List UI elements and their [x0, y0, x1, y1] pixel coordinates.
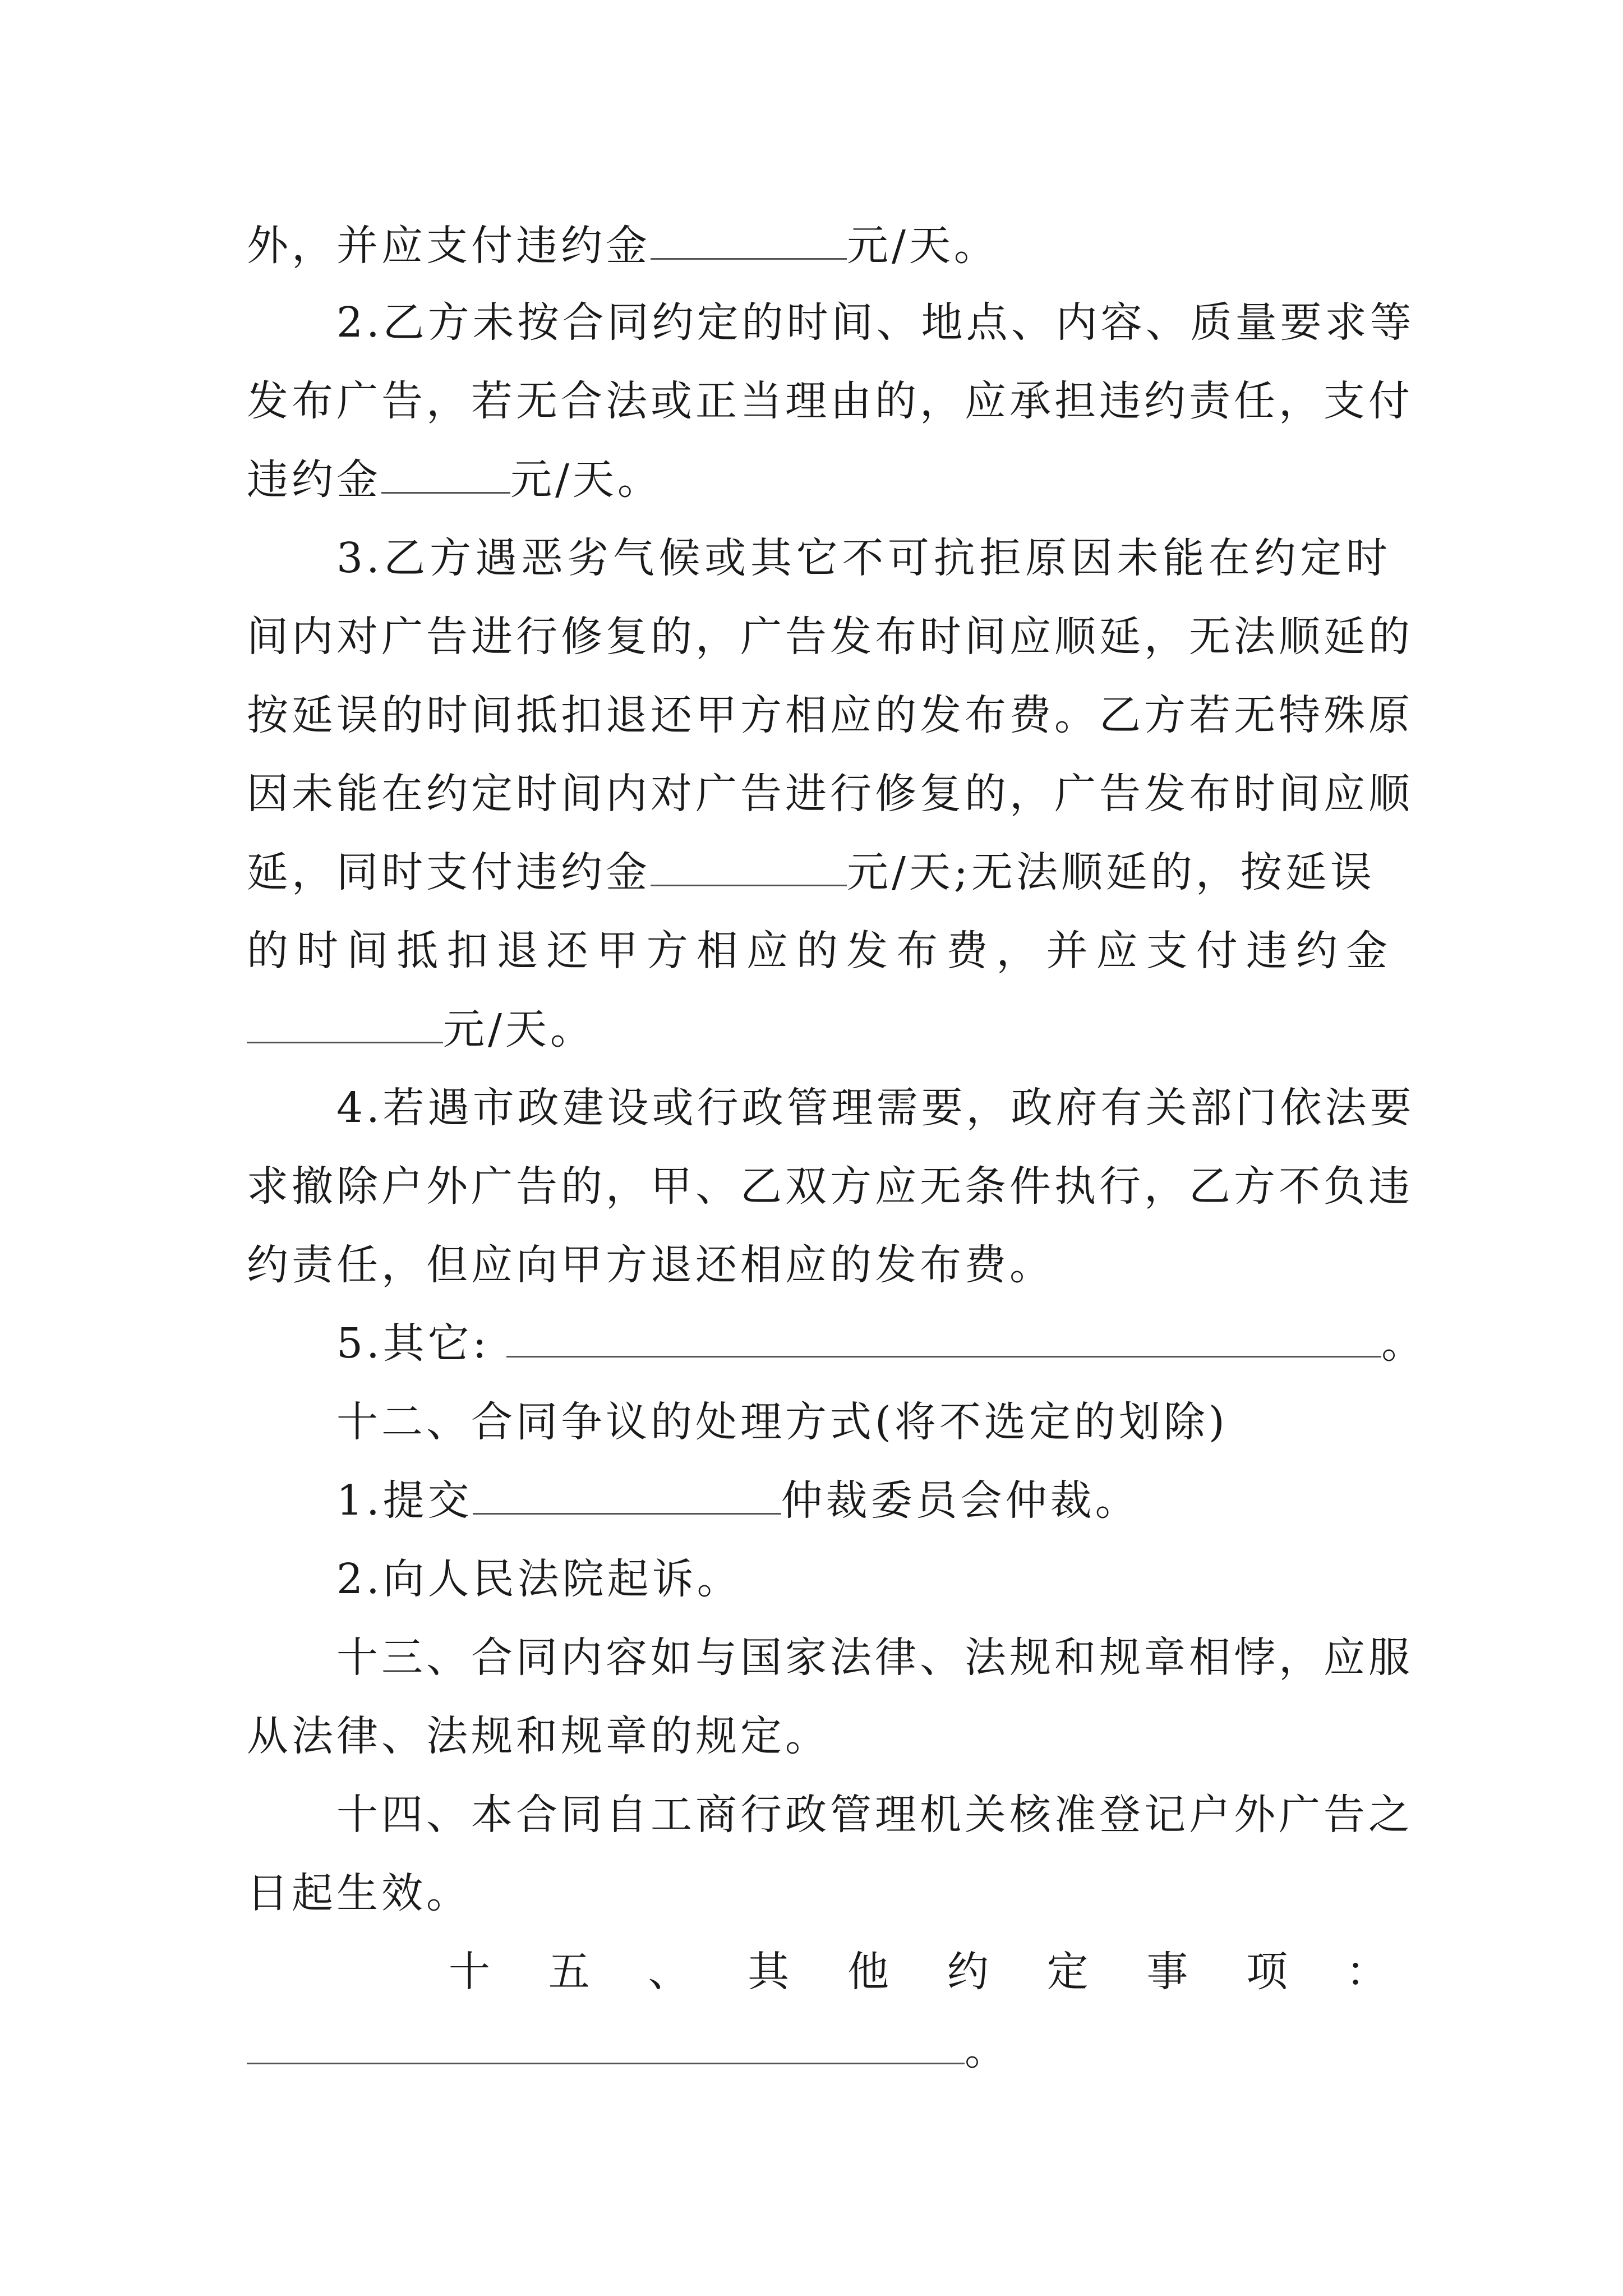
char: 定	[1046, 1948, 1092, 1996]
clause-line	[247, 990, 1391, 1069]
clause-line-spaced	[449, 1932, 1391, 2011]
clause-line	[247, 1697, 1391, 1775]
text: 元/天;无法顺延的，按延误	[847, 848, 1375, 896]
text: 延，同时支付违约金	[247, 848, 651, 896]
text: 求撤除户外广告的，甲、乙双方应无条件执行，乙方不负违	[247, 1162, 1413, 1211]
clause-line	[336, 519, 1391, 597]
fill-in-blank	[506, 1317, 1381, 1358]
char: ：	[1345, 1948, 1391, 1996]
text: 2.向人民法院起诉。	[336, 1555, 742, 1603]
clause-line	[247, 1147, 1413, 1226]
text: 。	[1381, 1319, 1427, 1368]
text: 约责任，但应向甲方退还相应的发布费。	[247, 1241, 1054, 1289]
text: 按延误的时间抵扣退还甲方相应的发布费。乙方若无特殊原	[247, 691, 1413, 739]
fill-in-blank	[247, 2023, 965, 2064]
text: 因未能在约定时间内对广告进行修复的，广告发布时间应顺	[247, 770, 1413, 818]
text: 3.乙方遇恶劣气候或其它不可抗拒原因未能在约定时	[336, 534, 1391, 582]
section-heading	[336, 1383, 1391, 1461]
clause-line	[247, 597, 1413, 676]
clause-line	[336, 1461, 1391, 1540]
clause-line	[247, 1854, 1391, 1932]
text: 。	[965, 2026, 1009, 2074]
clause-line	[336, 1618, 1413, 1697]
text: 十二、合同争议的处理方式(将不选定的划除)	[336, 1398, 1228, 1446]
clause-line	[336, 1775, 1413, 1854]
fill-in-blank	[247, 1002, 443, 1043]
clause-line	[336, 283, 1415, 362]
clause-line	[247, 833, 1391, 912]
clause-line	[247, 754, 1413, 833]
text: 十四、本合同自工商行政管理机关核准登记户外广告之	[336, 1791, 1413, 1839]
char: 他	[847, 1948, 893, 1996]
clause-line	[336, 1540, 1391, 1618]
char: 十	[449, 1948, 494, 1996]
text: 外，并应支付违约金	[247, 222, 651, 270]
char: 项	[1246, 1948, 1292, 1996]
text: 元/天。	[443, 1005, 595, 1053]
text: 发布广告，若无合法或正当理由的，应承担违约责任，支付	[247, 377, 1413, 425]
text: 2.乙方未按合同约定的时间、地点、内容、质量要求等	[336, 298, 1415, 347]
char: 约	[947, 1948, 992, 1996]
text: 仲裁委员会仲裁。	[781, 1476, 1140, 1525]
clause-line	[247, 362, 1413, 440]
char: 其	[748, 1948, 793, 1996]
text: 元/天。	[510, 455, 662, 504]
text: 日起生效。	[247, 1869, 471, 1917]
clause-line	[247, 2011, 1391, 2090]
text: 的时间抵扣退还甲方相应的发布费，并应支付违约金	[247, 927, 1391, 975]
clause-line	[336, 1069, 1415, 1147]
fill-in-blank	[651, 219, 847, 260]
clause-line	[247, 676, 1413, 754]
text: 间内对广告进行修复的，广告发布时间应顺延，无法顺延的	[247, 613, 1413, 661]
text: 4.若遇市政建设或行政管理需要，政府有关部门依法要	[336, 1084, 1415, 1132]
fill-in-blank	[473, 1474, 781, 1515]
char: 事	[1146, 1948, 1192, 1996]
clause-line	[247, 1226, 1391, 1304]
clause-line	[247, 440, 1391, 519]
text: 5.其它:	[336, 1319, 490, 1368]
clause-line	[336, 1304, 1427, 1383]
text: 十三、合同内容如与国家法律、法规和规章相悖，应服	[336, 1634, 1413, 1682]
clause-line	[247, 912, 1391, 990]
text: 1.提交	[336, 1476, 473, 1525]
char: 五	[548, 1948, 593, 1996]
clause-line	[247, 206, 1391, 285]
fill-in-blank	[651, 845, 847, 886]
char: 、	[648, 1948, 693, 1996]
text: 从法律、法规和规章的规定。	[247, 1712, 830, 1760]
text: 元/天。	[847, 222, 999, 270]
fill-in-blank	[381, 453, 510, 494]
text: 违约金	[247, 455, 381, 504]
